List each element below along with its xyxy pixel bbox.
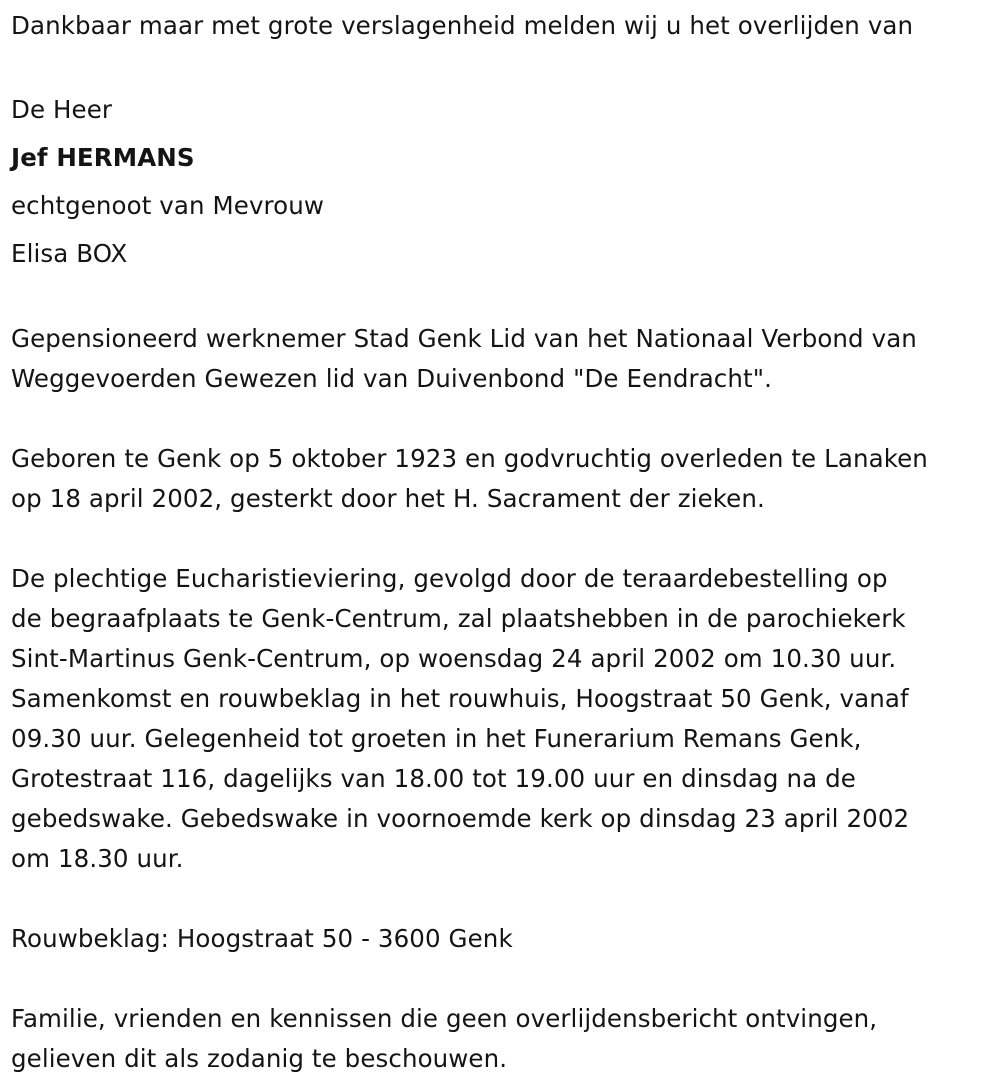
birth-death-line: op 18 april 2002, gesterkt door het H. Sacrament der zieken. <box>11 484 765 513</box>
honorific: De Heer <box>11 95 113 124</box>
ceremony-line: 09.30 uur. Gelegenheid tot groeten in het Funerarium Remans Genk, <box>11 724 862 753</box>
occupation-paragraph <box>11 319 989 399</box>
birth-death-paragraph <box>11 439 989 519</box>
closing-line: Familie, vrienden en kennissen die geen overlijdensbericht ontvingen, <box>11 1004 878 1033</box>
closing-paragraph <box>11 999 989 1079</box>
ceremony-paragraph <box>11 559 989 879</box>
deceased-name: Jef HERMANS <box>11 143 195 172</box>
ceremony-line: gebedswake. Gebedswake in voornoemde kerk op dinsdag 23 april 2002 <box>11 804 910 833</box>
birth-death-line: Geboren te Genk op 5 oktober 1923 en godvruchtig overleden te Lanaken <box>11 444 928 473</box>
ceremony-line: Sint-Martinus Genk-Centrum, op woensdag 24 april 2002 om 10.30 uur. <box>11 644 897 673</box>
occupation-line: Gepensioneerd werknemer Stad Genk Lid van het Nationaal Verbond van <box>11 324 917 353</box>
spouse-name: Elisa BOX <box>11 239 128 268</box>
ceremony-line: Grotestraat 116, dagelijks van 18.00 tot 19.00 uur en dinsdag na de <box>11 764 856 793</box>
ceremony-line: de begraafplaats te Genk-Centrum, zal plaatshebben in de parochiekerk <box>11 604 906 633</box>
occupation-line: Weggevoerden Gewezen lid van Duivenbond "De Eendracht". <box>11 364 772 393</box>
ceremony-line: Samenkomst en rouwbeklag in het rouwhuis, Hoogstraat 50 Genk, vanaf <box>11 684 909 713</box>
ceremony-line: De plechtige Eucharistieviering, gevolgd door de teraardebestelling op <box>11 564 888 593</box>
ceremony-line: om 18.30 uur. <box>11 844 184 873</box>
spouse-relation: echtgenoot van Mevrouw <box>11 191 325 220</box>
intro-text: Dankbaar maar met grote verslagenheid melden wij u het overlijden van <box>11 11 914 40</box>
closing-line: gelieven dit als zodanig te beschouwen. <box>11 1044 508 1073</box>
mourning-address: Rouwbeklag: Hoogstraat 50 - 3600 Genk <box>11 924 513 953</box>
